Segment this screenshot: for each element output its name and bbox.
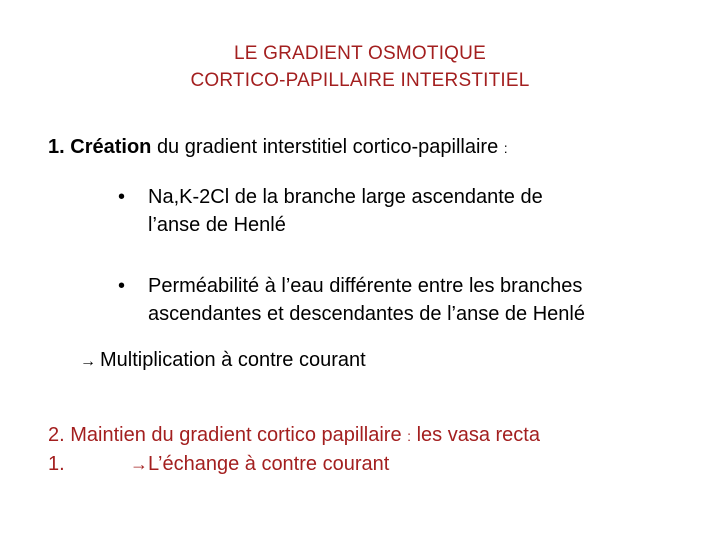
section-2-tail: les vasa recta	[416, 424, 540, 446]
section-2-colon: :	[407, 428, 412, 444]
section-2-sub-number: 1.	[48, 453, 65, 475]
multiplication-text: Multiplication à contre courant	[100, 349, 366, 371]
section-1-number: 1.	[48, 136, 65, 158]
bullet-2-line-2: ascendantes et descendantes de l’anse de Henlé	[148, 303, 585, 325]
slide-title-line-1: LE GRADIENT OSMOTIQUE	[234, 43, 486, 64]
section-1-heading	[48, 134, 508, 161]
section-2-number: 2.	[48, 424, 65, 446]
bullet-2-dot: •	[118, 275, 126, 297]
right-arrow-icon: →	[80, 353, 96, 370]
bullet-1-line-1: Na,K-2Cl de la branche large ascendante de	[148, 186, 543, 208]
bullet-1-dot: •	[118, 186, 126, 208]
section-1-text: du gradient interstitiel cortico-papillaire	[156, 136, 499, 158]
multiplication-line	[80, 347, 366, 375]
section-2-emphasis: Maintien	[70, 424, 146, 446]
section-2-heading	[48, 422, 540, 449]
section-2-sub-text: L’échange à contre courant	[148, 453, 390, 475]
slide-title	[0, 40, 720, 94]
section-2-subline	[48, 451, 389, 477]
right-arrow-icon: →	[130, 454, 148, 474]
section-1-colon: :	[503, 140, 508, 156]
bullet-1	[118, 184, 543, 210]
bullet-2-line-1: Perméabilité à l’eau différente entre les branches	[148, 275, 583, 297]
section-1-emphasis: Création	[70, 136, 152, 158]
slide-title-line-2: CORTICO-PAPILLAIRE INTERSTITIEL	[190, 70, 530, 91]
section-2-text: du gradient cortico papillaire	[151, 424, 402, 446]
bullet-2	[118, 273, 582, 299]
bullet-1-line-2: l’anse de Henlé	[148, 214, 286, 236]
